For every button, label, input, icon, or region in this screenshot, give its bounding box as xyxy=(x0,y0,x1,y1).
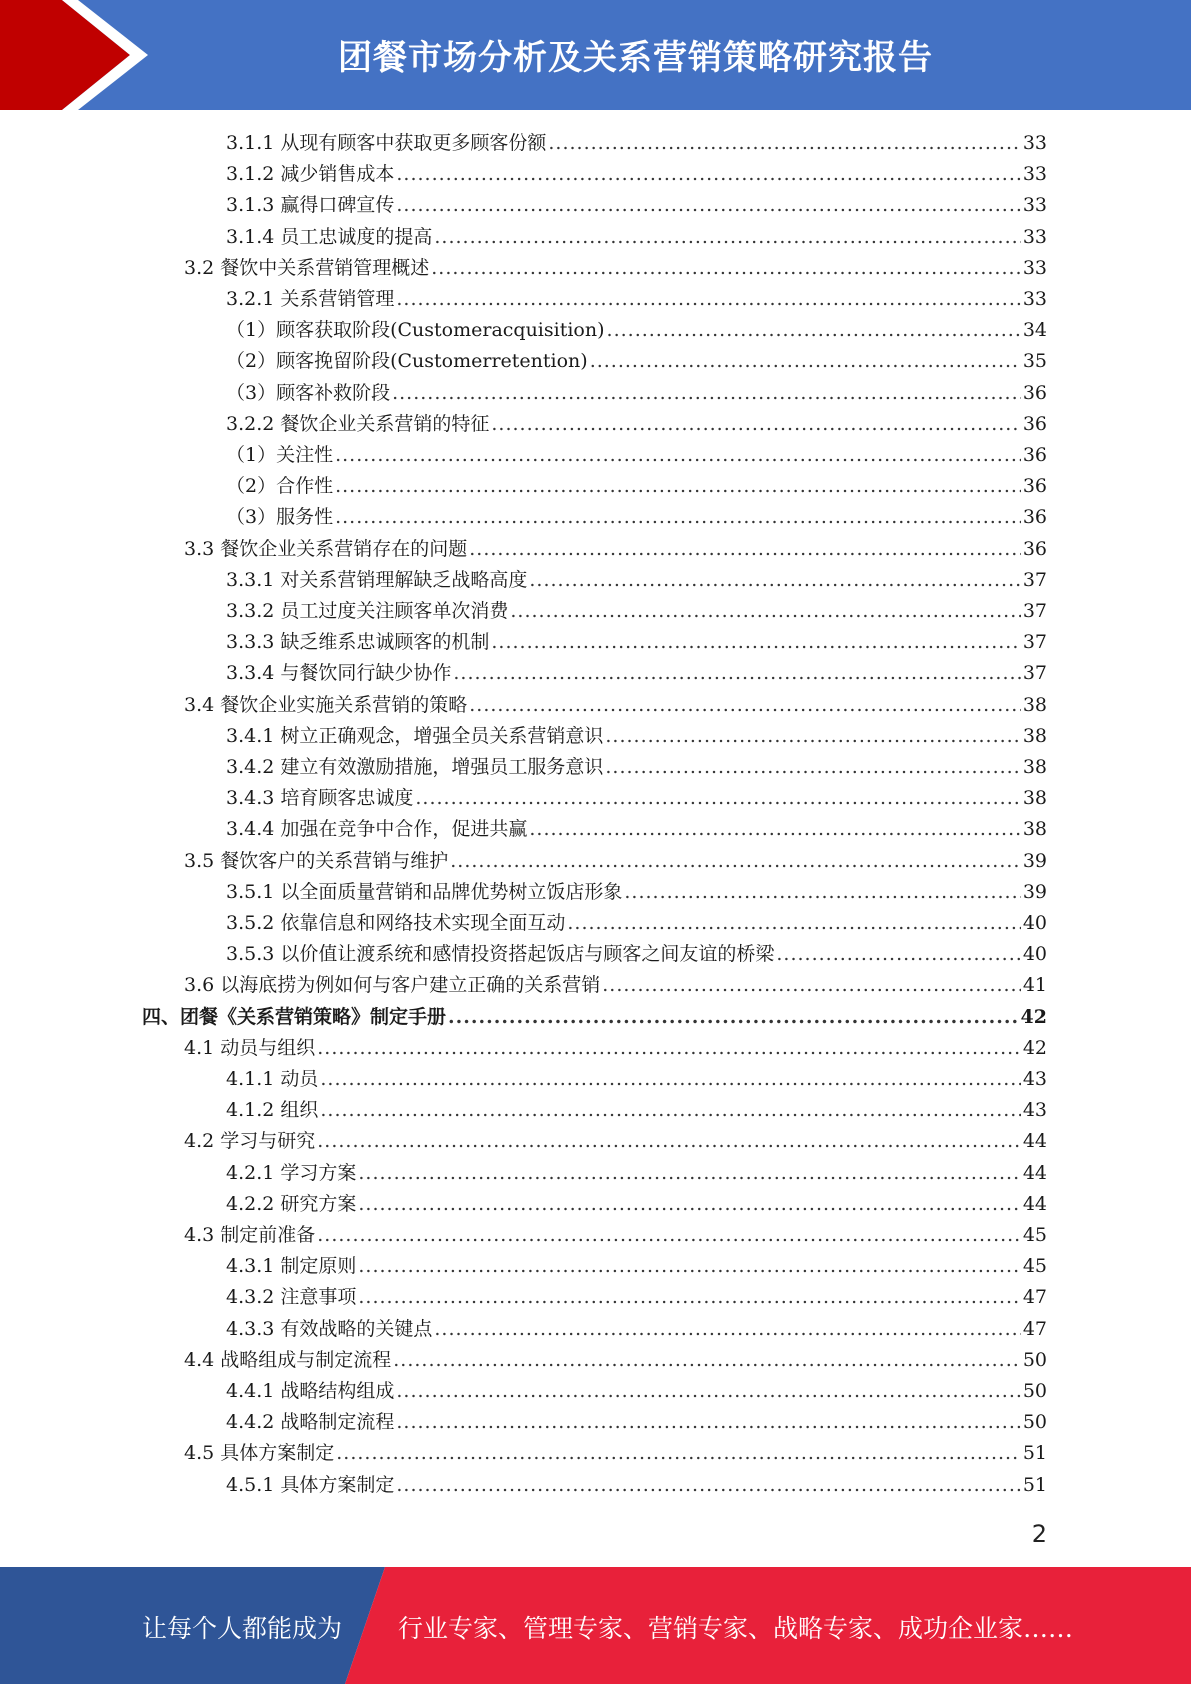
toc-entry-label: 4.1.2 组织 xyxy=(226,1099,319,1122)
toc-entry-page: 47 xyxy=(1022,1286,1047,1309)
toc-entry[interactable] xyxy=(226,596,1047,627)
toc-entry-page: 38 xyxy=(1022,756,1047,778)
toc-entry-page: 36 xyxy=(1022,475,1047,498)
toc-leader-dots xyxy=(510,596,1020,627)
toc-entry-page: 39 xyxy=(1022,880,1047,903)
toc-entry-page: 36 xyxy=(1022,381,1047,404)
toc-entry[interactable] xyxy=(226,159,1047,190)
toc-leader-dots xyxy=(434,1314,1020,1345)
toc-entry[interactable] xyxy=(226,908,1047,939)
toc-entry[interactable] xyxy=(226,1251,1047,1282)
toc-entry[interactable] xyxy=(226,627,1047,658)
toc-entry[interactable] xyxy=(184,846,1047,877)
toc-entry-page: 43 xyxy=(1022,1099,1047,1122)
toc-leader-dots xyxy=(358,1189,1020,1220)
toc-entry-label: 3.4.1 树立正确观念，增强全员关系营销意识 xyxy=(226,724,604,747)
toc-entry[interactable] xyxy=(226,1470,1047,1501)
toc-entry[interactable] xyxy=(226,721,1047,752)
toc-entry-page: 43 xyxy=(1022,1068,1047,1090)
toc-entry[interactable] xyxy=(184,970,1047,1001)
toc-entry[interactable] xyxy=(226,284,1047,315)
toc-entry-page: 37 xyxy=(1022,600,1047,622)
toc-entry-label: 3.5 餐饮客户的关系营销与维护 xyxy=(184,849,449,872)
toc-entry-label: （1）顾客获取阶段(Customeracquisition) xyxy=(226,319,605,342)
toc-entry-page: 36 xyxy=(1022,412,1047,435)
footer-slogan-left: 让每个人都能成为 xyxy=(142,1614,343,1643)
toc-entry[interactable] xyxy=(226,1282,1047,1313)
toc-entry-page: 44 xyxy=(1022,1192,1047,1215)
toc-entry-label: 3.1.4 员工忠诚度的提高 xyxy=(226,225,433,248)
toc-entry-page: 41 xyxy=(1022,974,1047,997)
toc-entry[interactable] xyxy=(226,658,1047,689)
toc-entry-page: 34 xyxy=(1022,319,1047,342)
toc-leader-dots xyxy=(317,1126,1021,1157)
toc-entry-page: 47 xyxy=(1022,1317,1047,1340)
toc-leader-dots xyxy=(396,284,1020,315)
toc-entry-label: 3.4.4 加强在竞争中合作，促进共赢 xyxy=(226,818,528,841)
toc-entry-page: 39 xyxy=(1022,849,1047,872)
toc-leader-dots xyxy=(605,752,1020,783)
toc-entry-label: 3.3.4 与餐饮同行缺少协作 xyxy=(226,662,452,685)
toc-entry-label: （1）关注性 xyxy=(226,444,334,466)
toc-entry-label: 3.2.1 关系营销管理 xyxy=(226,288,395,310)
toc-entry-page: 44 xyxy=(1022,1161,1047,1184)
toc-entry[interactable] xyxy=(226,1314,1047,1345)
toc-entry-label: 3.2 餐饮中关系营销管理概述 xyxy=(184,256,430,279)
toc-entry-label: 3.5.3 以价值让渡系统和感情投资搭起饭店与顾客之间友谊的桥梁 xyxy=(226,943,775,966)
toc-entry-page: 38 xyxy=(1022,693,1047,716)
toc-entry-page: 50 xyxy=(1022,1348,1047,1371)
toc-entry-page: 37 xyxy=(1022,662,1047,685)
toc-entry-page: 38 xyxy=(1022,724,1047,747)
toc-entry-label: （3）服务性 xyxy=(226,506,334,529)
toc-entry-label: 4.4.1 战略结构组成 xyxy=(226,1380,395,1402)
toc-leader-dots xyxy=(450,846,1021,877)
toc-leader-dots xyxy=(491,409,1020,440)
toc-entry-page: 33 xyxy=(1022,194,1047,217)
header-banner xyxy=(0,0,1191,110)
toc-leader-dots xyxy=(320,1095,1020,1126)
toc-leader-dots xyxy=(605,721,1020,752)
toc-entry-page: 51 xyxy=(1022,1442,1047,1465)
toc-leader-dots xyxy=(529,814,1020,845)
toc-entry[interactable] xyxy=(226,1095,1047,1126)
toc-leader-dots xyxy=(469,690,1021,721)
toc-leader-dots xyxy=(776,939,1020,970)
toc-leader-dots xyxy=(590,346,1021,377)
toc-entry-page: 38 xyxy=(1022,818,1047,841)
toc-entry-label: 3.1.3 赢得口碑宣传 xyxy=(226,194,395,217)
toc-entry-page: 45 xyxy=(1022,1224,1047,1246)
toc-leader-dots xyxy=(607,315,1021,346)
toc-leader-dots xyxy=(396,159,1020,190)
toc-entry[interactable] xyxy=(142,1002,1047,1033)
toc-leader-dots xyxy=(624,877,1020,908)
toc-entry[interactable] xyxy=(226,378,1047,409)
toc-entry-label: 4.2.2 研究方案 xyxy=(226,1192,357,1215)
toc-entry[interactable] xyxy=(184,1126,1047,1157)
toc-leader-dots xyxy=(396,1407,1020,1438)
toc-entry[interactable] xyxy=(226,502,1047,533)
toc-entry-page: 36 xyxy=(1022,537,1047,560)
toc-entry-page: 36 xyxy=(1022,444,1047,466)
toc-entry-page: 33 xyxy=(1022,163,1047,186)
toc-entry-label: 3.3.2 员工过度关注顾客单次消费 xyxy=(226,600,509,622)
toc-leader-dots xyxy=(548,128,1020,159)
toc-entry-label: 四、团餐《关系营销策略》制定手册 xyxy=(142,1005,447,1028)
toc-entry-label: 3.4.3 培育顾客忠诚度 xyxy=(226,787,414,810)
toc-leader-dots xyxy=(392,378,1021,409)
toc-leader-dots xyxy=(320,1064,1020,1095)
footer-slogan-right: 行业专家、管理专家、营销专家、战略专家、成功企业家…… xyxy=(398,1614,1074,1643)
toc-entry-label: 3.1.2 减少销售成本 xyxy=(226,163,395,186)
toc-entry-page: 37 xyxy=(1022,631,1047,654)
toc-entry-page: 50 xyxy=(1022,1411,1047,1434)
page-number: 2 xyxy=(1031,1520,1047,1548)
toc-entry[interactable] xyxy=(184,534,1047,565)
toc-entry[interactable] xyxy=(226,222,1047,253)
toc-entry[interactable] xyxy=(226,1064,1047,1095)
toc-leader-dots xyxy=(335,440,1021,471)
toc-entry-label: （2）合作性 xyxy=(226,475,334,498)
toc-leader-dots xyxy=(396,1376,1020,1407)
toc-entry-page: 42 xyxy=(1020,1005,1047,1028)
document-title: 团餐市场分析及关系营销策略研究报告 xyxy=(338,38,933,78)
toc-leader-dots xyxy=(317,1220,1021,1251)
toc-entry-label: 3.5.1 以全面质量营销和品牌优势树立饭店形象 xyxy=(226,880,623,903)
toc-leader-dots xyxy=(431,253,1021,284)
toc-entry-label: 3.3.1 对关系营销理解缺乏战略高度 xyxy=(226,568,528,591)
toc-entry-page: 33 xyxy=(1022,132,1047,154)
toc-entry-label: （2）顾客挽留阶段(Customerretention) xyxy=(226,350,588,373)
toc-entry[interactable] xyxy=(184,1033,1047,1064)
toc-entry[interactable] xyxy=(226,440,1047,471)
toc-entry-label: 4.3.3 有效战略的关键点 xyxy=(226,1317,433,1340)
toc-entry[interactable] xyxy=(226,1376,1047,1407)
toc-entry[interactable] xyxy=(184,1220,1047,1251)
toc-entry-page: 36 xyxy=(1022,506,1047,529)
toc-entry-label: 3.3 餐饮企业关系营销存在的问题 xyxy=(184,537,468,560)
toc-entry[interactable] xyxy=(226,1189,1047,1220)
toc-leader-dots xyxy=(358,1158,1020,1189)
toc-leader-dots xyxy=(358,1251,1020,1282)
toc-leader-dots xyxy=(453,658,1020,689)
toc-leader-dots xyxy=(396,1470,1020,1501)
toc-entry-label: （3）顾客补救阶段 xyxy=(226,381,391,404)
toc-entry-page: 37 xyxy=(1022,568,1047,591)
toc-leader-dots xyxy=(335,502,1021,533)
toc-entry-page: 33 xyxy=(1022,288,1047,310)
toc-entry-page: 42 xyxy=(1022,1036,1047,1059)
toc-entry[interactable] xyxy=(184,690,1047,721)
toc-leader-dots xyxy=(602,970,1021,1001)
toc-entry-label: 4.5 具体方案制定 xyxy=(184,1442,335,1465)
toc-entry-page: 44 xyxy=(1022,1130,1047,1153)
toc-entry-label: 3.2.2 餐饮企业关系营销的特征 xyxy=(226,412,490,435)
toc-entry[interactable] xyxy=(226,128,1047,159)
toc-entry-label: 4.1.1 动员 xyxy=(226,1068,319,1090)
toc-entry[interactable] xyxy=(226,939,1047,970)
toc-entry-page: 33 xyxy=(1022,256,1047,279)
toc-entry[interactable] xyxy=(226,1407,1047,1438)
toc-entry-page: 40 xyxy=(1022,943,1047,966)
toc-leader-dots xyxy=(434,222,1020,253)
toc-entry-label: 4.3 制定前准备 xyxy=(184,1224,316,1246)
toc-leader-dots xyxy=(393,1345,1021,1376)
toc-entry[interactable] xyxy=(184,253,1047,284)
toc-leader-dots xyxy=(358,1282,1020,1313)
toc-entry-page: 33 xyxy=(1022,225,1047,248)
toc-leader-dots xyxy=(567,908,1020,939)
toc-leader-dots xyxy=(469,534,1021,565)
toc-entry-label: 3.1.1 从现有顾客中获取更多顾客份额 xyxy=(226,132,547,154)
toc-leader-dots xyxy=(491,627,1020,658)
toc-entry[interactable] xyxy=(226,814,1047,845)
toc-entry-page: 35 xyxy=(1022,350,1047,373)
footer-banner xyxy=(0,1567,1191,1684)
toc-entry-label: 3.4 餐饮企业实施关系营销的策略 xyxy=(184,693,468,716)
toc-entry-label: 3.3.3 缺乏维系忠诚顾客的机制 xyxy=(226,631,490,654)
toc-entry-label: 4.5.1 具体方案制定 xyxy=(226,1473,395,1496)
toc-entry[interactable] xyxy=(226,315,1047,346)
toc-entry-label: 4.1 动员与组织 xyxy=(184,1036,316,1059)
toc-entry[interactable] xyxy=(226,1158,1047,1189)
toc-entry-page: 50 xyxy=(1022,1380,1047,1402)
toc-leader-dots xyxy=(529,565,1020,596)
toc-entry-label: 3.6 以海底捞为例如何与客户建立正确的关系营销 xyxy=(184,974,601,997)
toc-entry[interactable] xyxy=(226,471,1047,502)
toc-entry[interactable] xyxy=(226,346,1047,377)
toc-entry[interactable] xyxy=(226,565,1047,596)
toc-leader-dots xyxy=(448,1002,1019,1033)
toc-entry[interactable] xyxy=(184,1345,1047,1376)
toc-entry-page: 38 xyxy=(1022,787,1047,810)
toc-entry-page: 40 xyxy=(1022,912,1047,934)
toc-entry-label: 4.4.2 战略制定流程 xyxy=(226,1411,395,1434)
toc-entry-label: 4.3.1 制定原则 xyxy=(226,1255,357,1278)
toc-entry-label: 4.4 战略组成与制定流程 xyxy=(184,1348,392,1371)
toc-entry-label: 3.4.2 建立有效激励措施，增强员工服务意识 xyxy=(226,756,604,778)
toc-entry[interactable] xyxy=(226,877,1047,908)
toc-entry-label: 4.2 学习与研究 xyxy=(184,1130,316,1153)
toc-leader-dots xyxy=(396,190,1020,221)
toc-leader-dots xyxy=(317,1033,1021,1064)
toc-leader-dots xyxy=(335,471,1021,502)
toc-entry-label: 3.5.2 依靠信息和网络技术实现全面互动 xyxy=(226,912,566,934)
toc-entry[interactable] xyxy=(226,783,1047,814)
toc-entry[interactable] xyxy=(226,409,1047,440)
toc-entry-page: 45 xyxy=(1022,1255,1047,1278)
toc-entry[interactable] xyxy=(226,190,1047,221)
toc-entry-label: 4.2.1 学习方案 xyxy=(226,1161,357,1184)
toc-entry[interactable] xyxy=(226,752,1047,783)
toc-entry-label: 4.3.2 注意事项 xyxy=(226,1286,357,1309)
toc-entry[interactable] xyxy=(184,1438,1047,1469)
toc-leader-dots xyxy=(336,1438,1021,1469)
toc-leader-dots xyxy=(415,783,1020,814)
toc-entry-page: 51 xyxy=(1022,1473,1047,1496)
